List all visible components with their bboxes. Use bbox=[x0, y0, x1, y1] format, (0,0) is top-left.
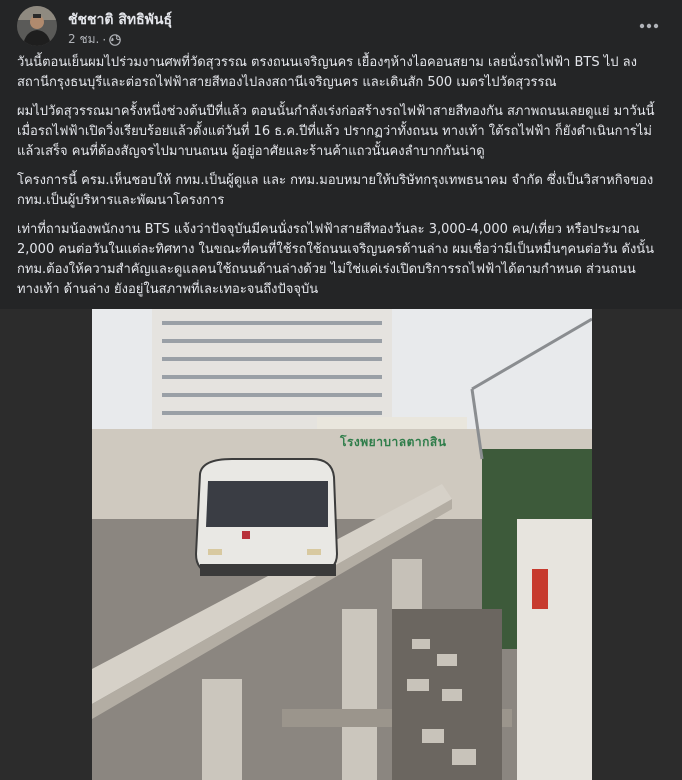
post-paragraph: ผมไปวัดสุวรรณมาครั้งหนึ่งช่วงต้นปีที่แล้ว ตอนนั้นกำลังเร่งก่อสร้างรถไฟฟ้าสายสีทองกัน สภาพถนนเลยดูแย่ มาวันนี้เมื่อรถไฟฟ้าเปิดวิ่งเรียบร้อยแล้วตั้งแต่วันที่ 16 ธ.ค.ปีที่แล้ว ปรากฏว่าทั้งถนน ทางเท้า ใต้รถไฟฟ้า ก็ยังดำเนินการไม่แล้วเสร็จ คนที่ต้องสัญจรไปมาบนถนน ผู้อยู่อาศัยและร้านค้าแถวนั้นคงลำบากกันน่าดู bbox=[17, 104, 655, 159]
post-paragraph: เท่าที่ถามน้องพนักงาน BTS แจ้งว่าปัจจุบันมีคนนั่งรถไฟฟ้าสายสีทองวันละ 3,000-4,000 คน/เที่ยว หรือประมาณ 2,000 คนต่อวันในแต่ละทิศทาง ในขณะที่คนที่ใช้รถใช้ถนนเจริญนครด้านล่าง ผมเชื่อว่ามีเป็นหมื่นๆคนต่อวัน ดังนั้น กทม.ต้องให้ความสำคัญและดูแลคนใช้ถนนด้านล่างด้วย ไม่ใช่แค่เร่งเปิดบริการรถไฟฟ้าได้ตามกำหนด ส่วนถนน ทางเท้า ด้านล่าง ยังอยู่ในสภาพที่เละเทอะจนถึงปัจจุบัน bbox=[17, 222, 655, 297]
more-options-icon bbox=[639, 23, 659, 29]
globe-icon bbox=[109, 34, 121, 46]
post-paragraph: วันนี้ตอนเย็นผมไปร่วมงานศพที่วัดสุวรรณ ตรงถนนเจริญนคร เยื้องๆห้างไอคอนสยาม เลยนั่งรถไฟฟ้า BTS ไป ลงสถานีกรุงธนบุรีและต่อรถไฟฟ้าสายสีทองไปลงสถานีเจริญนคร และเดินสัก 500 เมตรไปวัดสุวรรณ bbox=[17, 55, 637, 90]
post-header bbox=[17, 6, 667, 50]
post-paragraph: โครงการนี้ ครม.เห็นชอบให้ กทม.เป็นผู้ดูแล และ กทม.มอบหมายให้บริษัทกรุงเทพธนาคม จำกัด ซึ่งเป็นวิสาหกิจของ กทม.เป็นผู้บริหารและพัฒนาโครงการ bbox=[17, 173, 654, 208]
photo-image bbox=[92, 309, 592, 780]
post-photo[interactable] bbox=[0, 309, 682, 780]
meta-separator: · bbox=[102, 32, 107, 47]
post-timestamp[interactable]: 2 ชม. bbox=[68, 32, 100, 46]
post-meta bbox=[68, 30, 121, 49]
more-options-button[interactable] bbox=[635, 12, 663, 40]
hospital-sign: โรงพยาบาลตากสิน bbox=[340, 435, 447, 449]
author-name[interactable]: ชัชชาติ สิทธิพันธุ์ bbox=[68, 12, 172, 28]
post-body bbox=[17, 53, 667, 309]
author-avatar[interactable] bbox=[17, 6, 57, 46]
